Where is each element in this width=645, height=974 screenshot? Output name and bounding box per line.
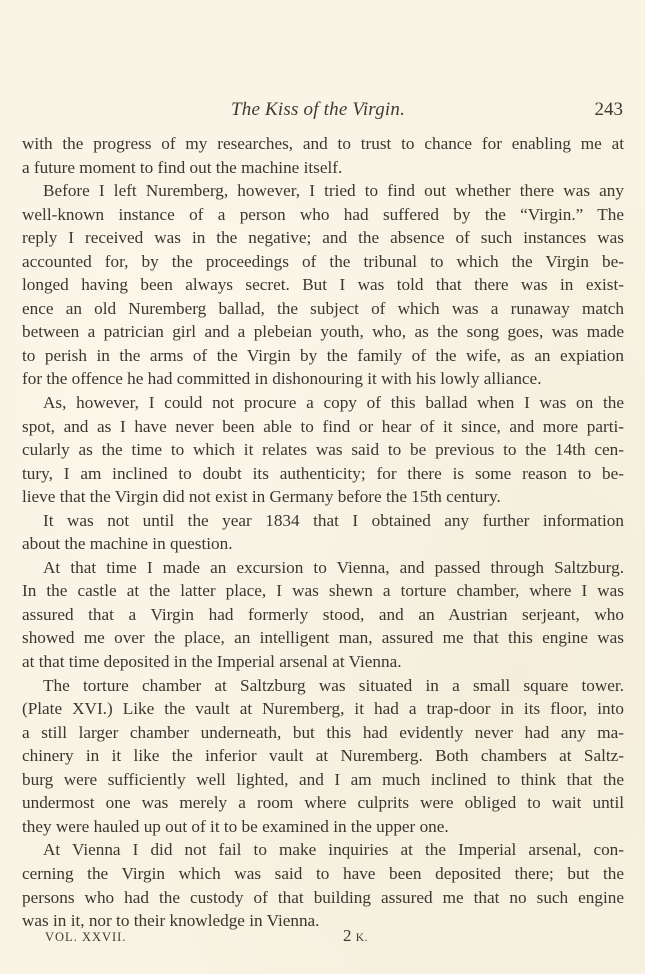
text-line: they were hauled up out of it to be examined in the upper one. <box>22 816 449 836</box>
text-line: accounted for, by the proceedings of the tribunal to which the Virgin be- <box>22 251 624 271</box>
text-line: As, however, I could not procure a copy of this ballad when I was on the <box>43 393 624 413</box>
text-line: burg were sufficiently well lighted, and I am much inclined to think that the <box>22 769 624 789</box>
page-footer <box>0 928 645 948</box>
text-line: ence an old Nuremberg ballad, the subject of which was a runaway match <box>22 298 624 318</box>
text-line: showed me over the place, an intelligent man, assured me that this engine was <box>22 628 624 648</box>
text-line: persons who had the custody of that building assured me that no such engine <box>22 887 624 907</box>
text-line: At that time I made an excursion to Vienna, and passed through Saltzburg. <box>43 557 624 577</box>
text-line: cularly as the time to which it relates was said to be previous to the 14th cen- <box>22 440 624 460</box>
text-line: at that time deposited in the Imperial arsenal at Vienna. <box>22 652 402 672</box>
text-line: reply I received was in the negative; and the absence of such instances was <box>22 228 624 248</box>
text-line: was in it, nor to their knowledge in Vienna. <box>22 911 320 931</box>
text-line: It was not until the year 1834 that I obtained any further information <box>43 510 624 530</box>
running-head <box>0 99 645 125</box>
text-line: chinery in it like the inferior vault at Nuremberg. Both chambers at Saltz- <box>22 746 624 766</box>
text-line: assured that a Virgin had formerly stood, and an Austrian serjeant, who <box>22 604 624 624</box>
text-line: tury, I am inclined to doubt its authenticity; for there is some reason to be- <box>22 463 624 483</box>
running-title: The Kiss of the Virgin. <box>231 99 406 120</box>
signature-letter: K. <box>355 932 368 944</box>
text-line: for the offence he had committed in dishonouring it with his lowly alliance. <box>22 369 542 389</box>
text-line: between a patrician girl and a plebeian youth, who, as the song goes, was made <box>22 322 624 342</box>
text-line: spot, and as I have never been able to find or hear of it since, and more parti- <box>22 416 624 436</box>
body-text <box>22 132 624 933</box>
text-line: In the castle at the latter place, I was shewn a torture chamber, where I was <box>22 581 624 601</box>
text-line: (Plate XVI.) Like the vault at Nuremberg, it had a trap-door in its floor, into <box>22 699 624 719</box>
text-line: undermost one was merely a room where culprits were obliged to wait until <box>22 793 624 813</box>
text-line: with the progress of my researches, and to trust to chance for enabling me at <box>22 134 624 153</box>
text-line: At Vienna I did not fail to make inquiries at the Imperial arsenal, con- <box>43 840 624 860</box>
text-line: about the machine in question. <box>22 534 233 554</box>
text-line: The torture chamber at Saltzburg was situated in a small square tower. <box>43 675 624 695</box>
volume-label: VOL. XXVII. <box>45 930 127 944</box>
text-line: a still larger chamber underneath, but this had evidently never had any ma- <box>22 722 624 742</box>
text-line: longed having been always secret. But I was told that there was in exist- <box>22 275 624 295</box>
text-line: Before I left Nuremberg, however, I tried to find out whether there was any <box>43 181 624 201</box>
signature-mark <box>343 926 368 946</box>
text-line: cerning the Virgin which was said to have been deposited there; but the <box>22 863 624 883</box>
text-line: well-known instance of a person who had suffered by the “Virgin.” The <box>22 204 624 224</box>
signature-number: 2 <box>343 926 352 945</box>
text-line: a future moment to find out the machine itself. <box>22 157 343 177</box>
text-line: lieve that the Virgin did not exist in Germany before the 15th century. <box>22 487 501 507</box>
text-line: to perish in the arms of the Virgin by the family of the wife, as an expiation <box>22 345 624 365</box>
page-number: 243 <box>594 99 623 120</box>
